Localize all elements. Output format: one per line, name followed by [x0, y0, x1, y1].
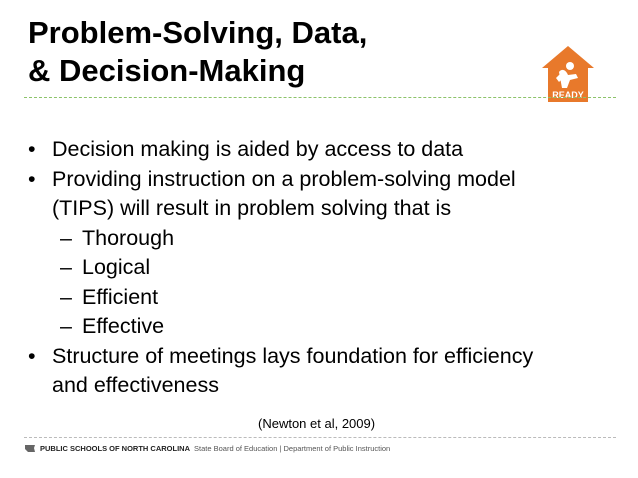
- title-divider: [24, 97, 616, 98]
- slide-title: [28, 14, 367, 90]
- nc-state-icon: [24, 442, 36, 454]
- bullet-text: Decision making is aided by access to data: [52, 137, 464, 161]
- bullet-text: (TIPS) will result in problem solving that is: [52, 196, 452, 220]
- dash-marker: –: [60, 255, 72, 279]
- bullet-continuation: [28, 371, 628, 401]
- dash-marker: –: [60, 284, 72, 309]
- dash-marker: –: [60, 225, 72, 250]
- sub-bullet-item: [28, 312, 628, 342]
- title-line-1: Problem-Solving, Data,: [28, 15, 368, 50]
- sub-bullet-item: [28, 253, 628, 283]
- sub-bullet-text: Thorough: [82, 225, 175, 250]
- footer-divider: [24, 437, 616, 438]
- bullet-item: [28, 135, 628, 165]
- title-line-2: & Decision-Making: [28, 53, 306, 88]
- sub-bullet-item: [28, 224, 628, 254]
- sub-bullet-text: Logical: [82, 255, 151, 279]
- citation: (Newton et al, 2009): [258, 416, 376, 431]
- dash-marker: –: [60, 314, 72, 338]
- bullet-text: Providing instruction on a problem-solving model: [52, 166, 516, 191]
- footer-dept: PUBLIC SCHOOLS OF NORTH CAROLINA: [40, 443, 190, 453]
- ready-house-icon: [540, 44, 596, 104]
- logo-label: READY: [552, 90, 584, 100]
- bullet-item: [28, 165, 628, 195]
- bullet-text: Structure of meetings lays foundation for efficiency: [52, 343, 534, 368]
- bullet-marker: •: [28, 343, 36, 368]
- footer: [24, 441, 390, 455]
- footer-rest: State Board of Education | Department of Public Instruction: [194, 443, 391, 453]
- bullet-continuation: [28, 194, 628, 224]
- bullet-item: [28, 342, 628, 372]
- bullet-marker: •: [28, 137, 36, 161]
- sub-bullet-item: [28, 283, 628, 313]
- sub-bullet-text: Effective: [82, 314, 165, 338]
- bullet-marker: •: [28, 166, 36, 191]
- sub-bullet-text: Efficient: [82, 284, 159, 309]
- bullet-text: and effectiveness: [52, 373, 219, 397]
- bullet-list: [28, 135, 628, 401]
